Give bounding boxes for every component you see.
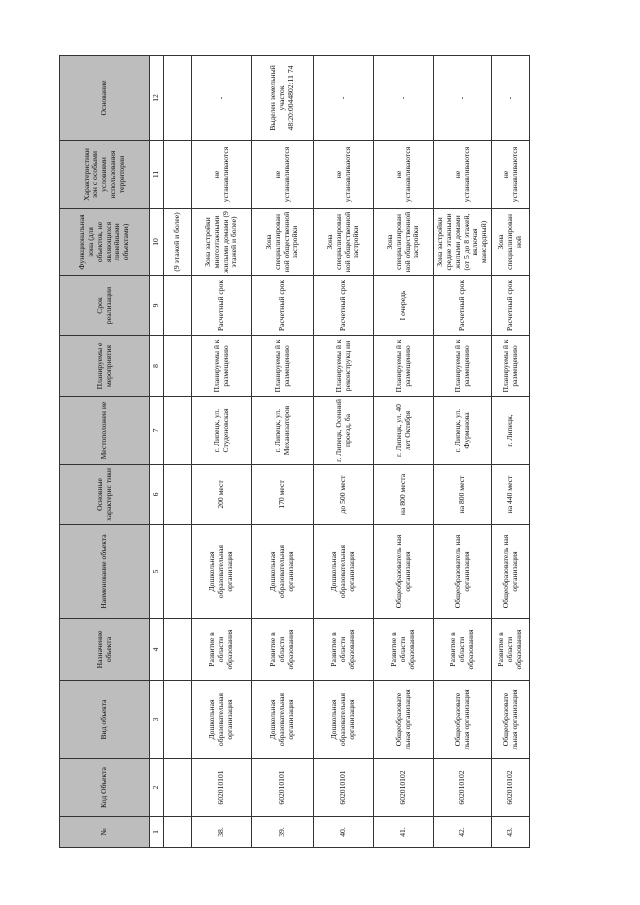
table-cell: Расчетный срок (492, 276, 530, 336)
column-number: 9 (150, 276, 164, 336)
column-number: 10 (150, 209, 164, 276)
table-row (252, 56, 314, 848)
table-cell (164, 141, 192, 209)
table-cell: - (434, 56, 492, 141)
header-cell: Местоположен ие (60, 397, 150, 465)
table-cell: г. Липецк, ул. Механизаторов (252, 397, 314, 465)
table-cell (164, 759, 192, 817)
table-cell: Общеобразовате льная организация (492, 681, 530, 759)
column-number: 11 (150, 141, 164, 209)
column-number: 12 (150, 56, 164, 141)
table-row (434, 56, 492, 848)
table-cell: - (314, 56, 374, 141)
table-cell: Планируемы й к размещению (374, 336, 434, 397)
table-cell (164, 681, 192, 759)
table-cell: не устанавливаются (374, 141, 434, 209)
table-cell: 42. (434, 817, 492, 848)
table-cell: 41. (374, 817, 434, 848)
table-cell: Развитие в области образования (314, 619, 374, 681)
table-cell: г. Липецк, Осенний проезд, ба (314, 397, 374, 465)
table-cell: Планируемы й к реконструкц ии (314, 336, 374, 397)
header-cell: Характеристики зон с особыми условиями использования территории (60, 141, 150, 209)
table-cell: Дошкольная образовательная организация (252, 681, 314, 759)
header-cell: Срок реализации (60, 276, 150, 336)
table-cell: Общеобразователь ная организация (374, 525, 434, 619)
table-cell: Развитие в области образования (434, 619, 492, 681)
table-cell (164, 56, 192, 141)
table-cell: 200 мест (192, 465, 252, 525)
table-cell: Выделен земельный участок 48:20:0044802:11 74 (252, 56, 314, 141)
table-cell: Зона застройки многоэтажными жилыми домами (9 этажей и более) (192, 209, 252, 276)
table-row (492, 56, 530, 848)
table-cell: не устанавливаются (192, 141, 252, 209)
table-cell: 38. (192, 817, 252, 848)
table-cell: Зона специализирован ной общественной застройки (252, 209, 314, 276)
table-cell (164, 397, 192, 465)
header-cell: Основание (60, 56, 150, 141)
column-number: 3 (150, 681, 164, 759)
table-row (374, 56, 434, 848)
header-cell: Наименование объекта (60, 525, 150, 619)
table-cell: Дошкольная образовательная организация (314, 525, 374, 619)
table-cell: на 440 мест (492, 465, 530, 525)
table-cell: 40. (314, 817, 374, 848)
table-cell: на 800 места (374, 465, 434, 525)
table-cell: 602010102 (374, 759, 434, 817)
table-cell: не устанавливаются (314, 141, 374, 209)
table-cell: - (192, 56, 252, 141)
table-cell: Дошкольная образовательная организация (192, 525, 252, 619)
table-cell: Зона специализирован ной общественной застройки (374, 209, 434, 276)
table-cell: г. Липецк, (492, 397, 530, 465)
table-cell: Развитие в области образования (374, 619, 434, 681)
column-number: 6 (150, 465, 164, 525)
table-cell: 602010102 (492, 759, 530, 817)
column-number-row (150, 56, 164, 848)
header-cell: Назначение объекта (60, 619, 150, 681)
table-cell (164, 525, 192, 619)
table-cell: 43. (492, 817, 530, 848)
table-cell: Общеобразовате льная организация (374, 681, 434, 759)
header-cell: Код Объекта (60, 759, 150, 817)
table-cell: Планируемы й к размещению (192, 336, 252, 397)
table-cell: Развитие в области образования (192, 619, 252, 681)
table-cell: 602010101 (252, 759, 314, 817)
table-cell: г. Липецк, ул. 40 лет Октября (374, 397, 434, 465)
objects-table (59, 55, 530, 848)
table-cell: - (492, 56, 530, 141)
header-cell: Основные характерис тики (60, 465, 150, 525)
table-cell: Общеобразовате льная организация (434, 681, 492, 759)
table-cell: Планируемы й к размещению (252, 336, 314, 397)
table-cell: Зона застройки средне этажными жилыми домами (от 5 до 8 этажей, включая мансардный) (434, 209, 492, 276)
column-number: 2 (150, 759, 164, 817)
table-cell (164, 336, 192, 397)
table-cell: Расчетный срок (314, 276, 374, 336)
column-number: 8 (150, 336, 164, 397)
table-row (192, 56, 252, 848)
table-cell: Дошкольная образовательная организация (252, 525, 314, 619)
table-cell: Зона специализирован ной (492, 209, 530, 276)
table-cell (164, 817, 192, 848)
table-cell: Общеобразователь ная организация (434, 525, 492, 619)
column-number: 5 (150, 525, 164, 619)
table-cell: (9 этажей и более) (164, 209, 192, 276)
table-cell: Планируемы й к размещению (434, 336, 492, 397)
table-cell: 39. (252, 817, 314, 848)
table-cell: Планируемы й к размещению (492, 336, 530, 397)
table-cell: 602010101 (192, 759, 252, 817)
header-cell: Функциональная зона (для объектов, не являющихся линейными объектами) (60, 209, 150, 276)
table-cell: на 800 мест (434, 465, 492, 525)
table-cell: Развитие в области образования (252, 619, 314, 681)
column-number: 1 (150, 817, 164, 848)
table-cell: 602010102 (434, 759, 492, 817)
table-cell (164, 276, 192, 336)
table-cell: 170 мест (252, 465, 314, 525)
table-cell: Общеобразователь ная организация (492, 525, 530, 619)
table-cell (164, 465, 192, 525)
table-cell: до 500 мест (314, 465, 374, 525)
header-cell: Планируемы е мероприятия (60, 336, 150, 397)
table-cell: I очередь (374, 276, 434, 336)
table-cell: Зона специализирован ной общественной застройки (314, 209, 374, 276)
table-cell: Расчетный срок (434, 276, 492, 336)
table-cell: Расчетный срок (252, 276, 314, 336)
column-number: 4 (150, 619, 164, 681)
table-cell: Дошкольная образовательная организация (192, 681, 252, 759)
table-cell: Развитие в области образования (492, 619, 530, 681)
table-cell: - (374, 56, 434, 141)
table-cell: Дошкольная образовательная организация (314, 681, 374, 759)
column-number: 7 (150, 397, 164, 465)
table-cell: г. Липецк, ул. Фурманова (434, 397, 492, 465)
header-row (60, 56, 150, 848)
table-row (164, 56, 192, 848)
table-cell: 602010101 (314, 759, 374, 817)
header-cell: Вид объекта (60, 681, 150, 759)
table-cell: г. Липецк, ул. Студеновская (192, 397, 252, 465)
table-row (314, 56, 374, 848)
table-cell: Расчетный срок (192, 276, 252, 336)
table-cell: не устанавливаются (434, 141, 492, 209)
table-cell: не устанавливаются (252, 141, 314, 209)
header-cell: № (60, 817, 150, 848)
table-cell: не устанавливаются (492, 141, 530, 209)
table-cell (164, 619, 192, 681)
rotated-table-wrapper (59, 56, 529, 848)
